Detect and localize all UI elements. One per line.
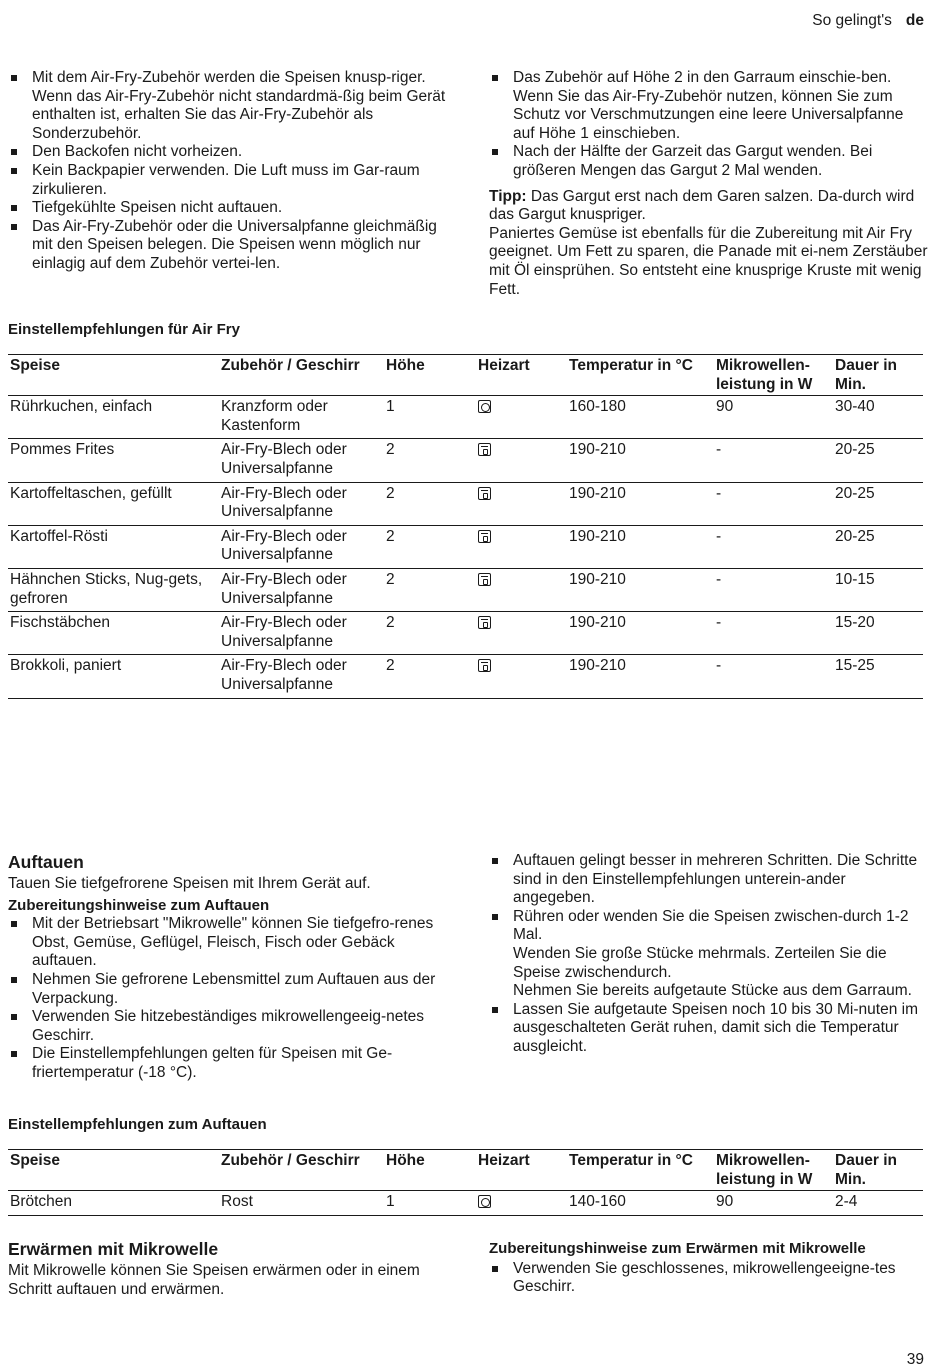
table-row: [8, 655, 923, 698]
cell-heizart: [476, 482, 567, 525]
table-row: [8, 568, 923, 611]
cell-hoehe: 2: [384, 439, 476, 482]
cell-mikrowelle: 90: [714, 396, 833, 439]
cell-speise: Pommes Frites: [8, 439, 219, 482]
auftauen-settings-table: [8, 1149, 923, 1216]
cell-dauer: 20-25: [833, 439, 923, 482]
auftauen-title: Auftauen: [8, 852, 84, 872]
airfry-table-title: Einstellempfehlungen für Air Fry: [8, 321, 240, 338]
cell-mikrowelle: 90: [714, 1191, 833, 1216]
cell-zubehoer: Rost: [219, 1191, 384, 1216]
list-item: Den Backofen nicht vorheizen.: [8, 143, 448, 162]
cell-heizart: [476, 568, 567, 611]
air-fry-icon: [478, 659, 491, 672]
list-item: Mit der Betriebsart "Mikrowelle" können Sie tiefgefro-renes Obst, Gemüse, Geflügel, Fleisch, Fisch oder Gebäck auftauen.: [8, 915, 448, 971]
cell-zubehoer: Air-Fry-Blech oder Universalpfanne: [219, 568, 384, 611]
tip-text: Das Gargut erst nach dem Garen salzen. Da-durch wird das Gargut knuspriger.: [489, 187, 915, 224]
section-title: So gelingt's: [812, 12, 892, 29]
table-row: [8, 482, 923, 525]
list-item: Nach der Hälfte der Garzeit das Gargut wenden. Bei größeren Mengen das Gargut 2 Mal wenden.: [489, 143, 929, 180]
cell-hoehe: 1: [384, 1191, 476, 1216]
page-number: 39: [906, 1351, 924, 1368]
auftauen-subtitle: Zubereitungshinweise zum Auftauen: [8, 896, 270, 914]
cell-speise: Rührkuchen, einfach: [8, 396, 219, 439]
auftauen-table-title: Einstellempfehlungen zum Auftauen: [8, 1116, 267, 1133]
table-row: [8, 439, 923, 482]
list-item: Verwenden Sie hitzebeständiges mikrowellengeeig-netes Geschirr.: [8, 1008, 448, 1045]
erwaermen-subtitle: Zubereitungshinweise zum Erwärmen mit Mikrowelle: [489, 1240, 866, 1257]
cell-speise: Brötchen: [8, 1191, 219, 1216]
cell-heizart: [476, 612, 567, 655]
col-header-zubehoer: Zubehör / Geschirr: [219, 1150, 384, 1191]
air-fry-icon: [478, 616, 491, 629]
tip-text-2: Paniertes Gemüse ist ebenfalls für die Zubereitung mit Air Fry geeignet. Um Fett zu sparen, die Panade mit ei-nem Zerstäuber mit Öl einsprühen. So entsteht eine knusprige Kruste mit wenig Fett.: [489, 224, 928, 298]
erwaermen-intro: Mit Mikrowelle können Sie Speisen erwärmen oder in einem Schritt auftauen und erwärmen.: [8, 1262, 420, 1298]
table-row: [8, 396, 923, 439]
cell-mikrowelle: -: [714, 612, 833, 655]
air-fry-icon: [478, 530, 491, 543]
list-item: Verwenden Sie geschlossenes, mikrowellengeeigne-tes Geschirr.: [489, 1260, 929, 1297]
tip-label: Tipp:: [489, 187, 527, 205]
erwaermen-title: Erwärmen mit Mikrowelle: [8, 1239, 219, 1259]
cell-zubehoer: Air-Fry-Blech oder Universalpfanne: [219, 439, 384, 482]
cell-temperatur: 190-210: [567, 525, 714, 568]
col-header-hoehe: Höhe: [384, 1150, 476, 1191]
airfry-notes-right: [489, 69, 929, 299]
auftauen-intro: Tauen Sie tiefgefrorene Speisen mit Ihrem Gerät auf.: [8, 875, 371, 892]
cell-mikrowelle: -: [714, 525, 833, 568]
col-header-speise: Speise: [8, 1150, 219, 1191]
cell-speise: Brokkoli, paniert: [8, 655, 219, 698]
list-item: Tiefgekühlte Speisen nicht auftauen.: [8, 199, 448, 218]
cell-mikrowelle: -: [714, 655, 833, 698]
cell-zubehoer: Air-Fry-Blech oder Universalpfanne: [219, 482, 384, 525]
col-header-heizart: Heizart: [476, 355, 567, 396]
cell-dauer: 15-25: [833, 655, 923, 698]
cell-hoehe: 2: [384, 612, 476, 655]
cell-dauer: 30-40: [833, 396, 923, 439]
cell-speise: Hähnchen Sticks, Nug-gets, gefroren: [8, 568, 219, 611]
cell-zubehoer: Air-Fry-Blech oder Universalpfanne: [219, 612, 384, 655]
list-item-extra: Wenden Sie große Stücke mehrmals. Zerteilen Sie die Speise zwischendurch.: [513, 944, 887, 981]
cell-temperatur: 190-210: [567, 655, 714, 698]
list-item: Mit dem Air-Fry-Zubehör werden die Speisen knusp-riger. Wenn das Air-Fry-Zubehör nicht standardmä-ßig beim Gerät enthalten ist, erhalten Sie das Air-Fry-Zubehör als Sonderzubehör.: [8, 69, 448, 143]
airfry-notes-left: [8, 69, 448, 274]
list-item: Lassen Sie aufgetaute Speisen noch 10 bis 30 Mi-nuten im ausgeschalteten Gerät ruhen, damit sich die Temperatur ausgleicht.: [489, 1001, 929, 1057]
cell-mikrowelle: -: [714, 482, 833, 525]
cell-speise: Fischstäbchen: [8, 612, 219, 655]
cell-hoehe: 2: [384, 525, 476, 568]
list-item-text: Rühren oder wenden Sie die Speisen zwischen-durch 1-2 Mal.: [513, 907, 909, 944]
cell-dauer: 2-4: [833, 1191, 923, 1216]
list-item: Die Einstellempfehlungen gelten für Speisen mit Ge-friertemperatur (-18 °C).: [8, 1045, 448, 1082]
table-row: [8, 525, 923, 568]
air-fry-icon: [478, 573, 491, 586]
fan-heat-icon: [478, 400, 491, 413]
list-item: Kein Backpapier verwenden. Die Luft muss im Gar-raum zirkulieren.: [8, 162, 448, 199]
table-row: [8, 1191, 923, 1216]
list-item-extra: Nehmen Sie bereits aufgetaute Stücke aus dem Garraum.: [513, 982, 912, 1000]
list-item: Auftauen gelingt besser in mehreren Schritten. Die Schritte sind in den Einstellempfehlungen unterein-ander angegeben.: [489, 852, 929, 908]
auftauen-section-left: [8, 852, 448, 1083]
fan-heat-icon: [478, 1195, 491, 1208]
col-header-dauer: Dauer in Min.: [833, 1150, 923, 1191]
cell-zubehoer: Air-Fry-Blech oder Universalpfanne: [219, 655, 384, 698]
cell-dauer: 10-15: [833, 568, 923, 611]
air-fry-icon: [478, 487, 491, 500]
cell-zubehoer: Air-Fry-Blech oder Universalpfanne: [219, 525, 384, 568]
cell-heizart: [476, 1191, 567, 1216]
list-item: Das Air-Fry-Zubehör oder die Universalpfanne gleichmäßig mit den Speisen belegen. Die Speisen wenn möglich nur einlagig auf dem Zubehör vertei-len.: [8, 218, 448, 274]
list-item: [489, 908, 929, 1001]
cell-hoehe: 2: [384, 568, 476, 611]
airfry-settings-table: [8, 354, 923, 699]
page-header: [812, 12, 924, 31]
cell-heizart: [476, 655, 567, 698]
cell-mikrowelle: -: [714, 439, 833, 482]
cell-dauer: 15-20: [833, 612, 923, 655]
cell-dauer: 20-25: [833, 525, 923, 568]
auftauen-notes-left: [8, 915, 448, 1082]
language-code: de: [905, 12, 924, 29]
cell-mikrowelle: -: [714, 568, 833, 611]
col-header-speise: Speise: [8, 355, 219, 396]
col-header-temperatur: Temperatur in °C: [567, 355, 714, 396]
list-item: Nehmen Sie gefrorene Lebensmittel zum Auftauen aus der Verpackung.: [8, 971, 448, 1008]
cell-hoehe: 2: [384, 482, 476, 525]
col-header-heizart: Heizart: [476, 1150, 567, 1191]
auftauen-section-right: [489, 852, 929, 1057]
cell-temperatur: 140-160: [567, 1191, 714, 1216]
col-header-dauer: Dauer in Min.: [833, 355, 923, 396]
col-header-zubehoer: Zubehör / Geschirr: [219, 355, 384, 396]
cell-dauer: 20-25: [833, 482, 923, 525]
cell-temperatur: 190-210: [567, 482, 714, 525]
cell-temperatur: 160-180: [567, 396, 714, 439]
cell-heizart: [476, 439, 567, 482]
table-header-row: [8, 1150, 923, 1191]
cell-heizart: [476, 525, 567, 568]
list-item: Das Zubehör auf Höhe 2 in den Garraum einschie-ben. Wenn Sie das Air-Fry-Zubehör nutzen, können Sie zum Schutz vor Verschmutzungen eine leere Universalpfanne auf Höhe 1 einschieben.: [489, 69, 929, 143]
erwaermen-section: [8, 1239, 448, 1299]
cell-hoehe: 1: [384, 396, 476, 439]
cell-zubehoer: Kranzform oder Kastenform: [219, 396, 384, 439]
col-header-mikrowelle: Mikrowellen-leistung in W: [714, 1150, 833, 1191]
col-header-mikrowelle: Mikrowellen-leistung in W: [714, 355, 833, 396]
cell-temperatur: 190-210: [567, 439, 714, 482]
col-header-temperatur: Temperatur in °C: [567, 1150, 714, 1191]
cell-temperatur: 190-210: [567, 612, 714, 655]
cell-hoehe: 2: [384, 655, 476, 698]
col-header-hoehe: Höhe: [384, 355, 476, 396]
cell-speise: Kartoffel-Rösti: [8, 525, 219, 568]
erwaermen-notes: [489, 1240, 929, 1297]
table-header-row: [8, 355, 923, 396]
auftauen-notes-right: [489, 852, 929, 1057]
cell-heizart: [476, 396, 567, 439]
air-fry-icon: [478, 443, 491, 456]
table-row: [8, 612, 923, 655]
tip-paragraph: [489, 188, 929, 225]
cell-temperatur: 190-210: [567, 568, 714, 611]
cell-speise: Kartoffeltaschen, gefüllt: [8, 482, 219, 525]
